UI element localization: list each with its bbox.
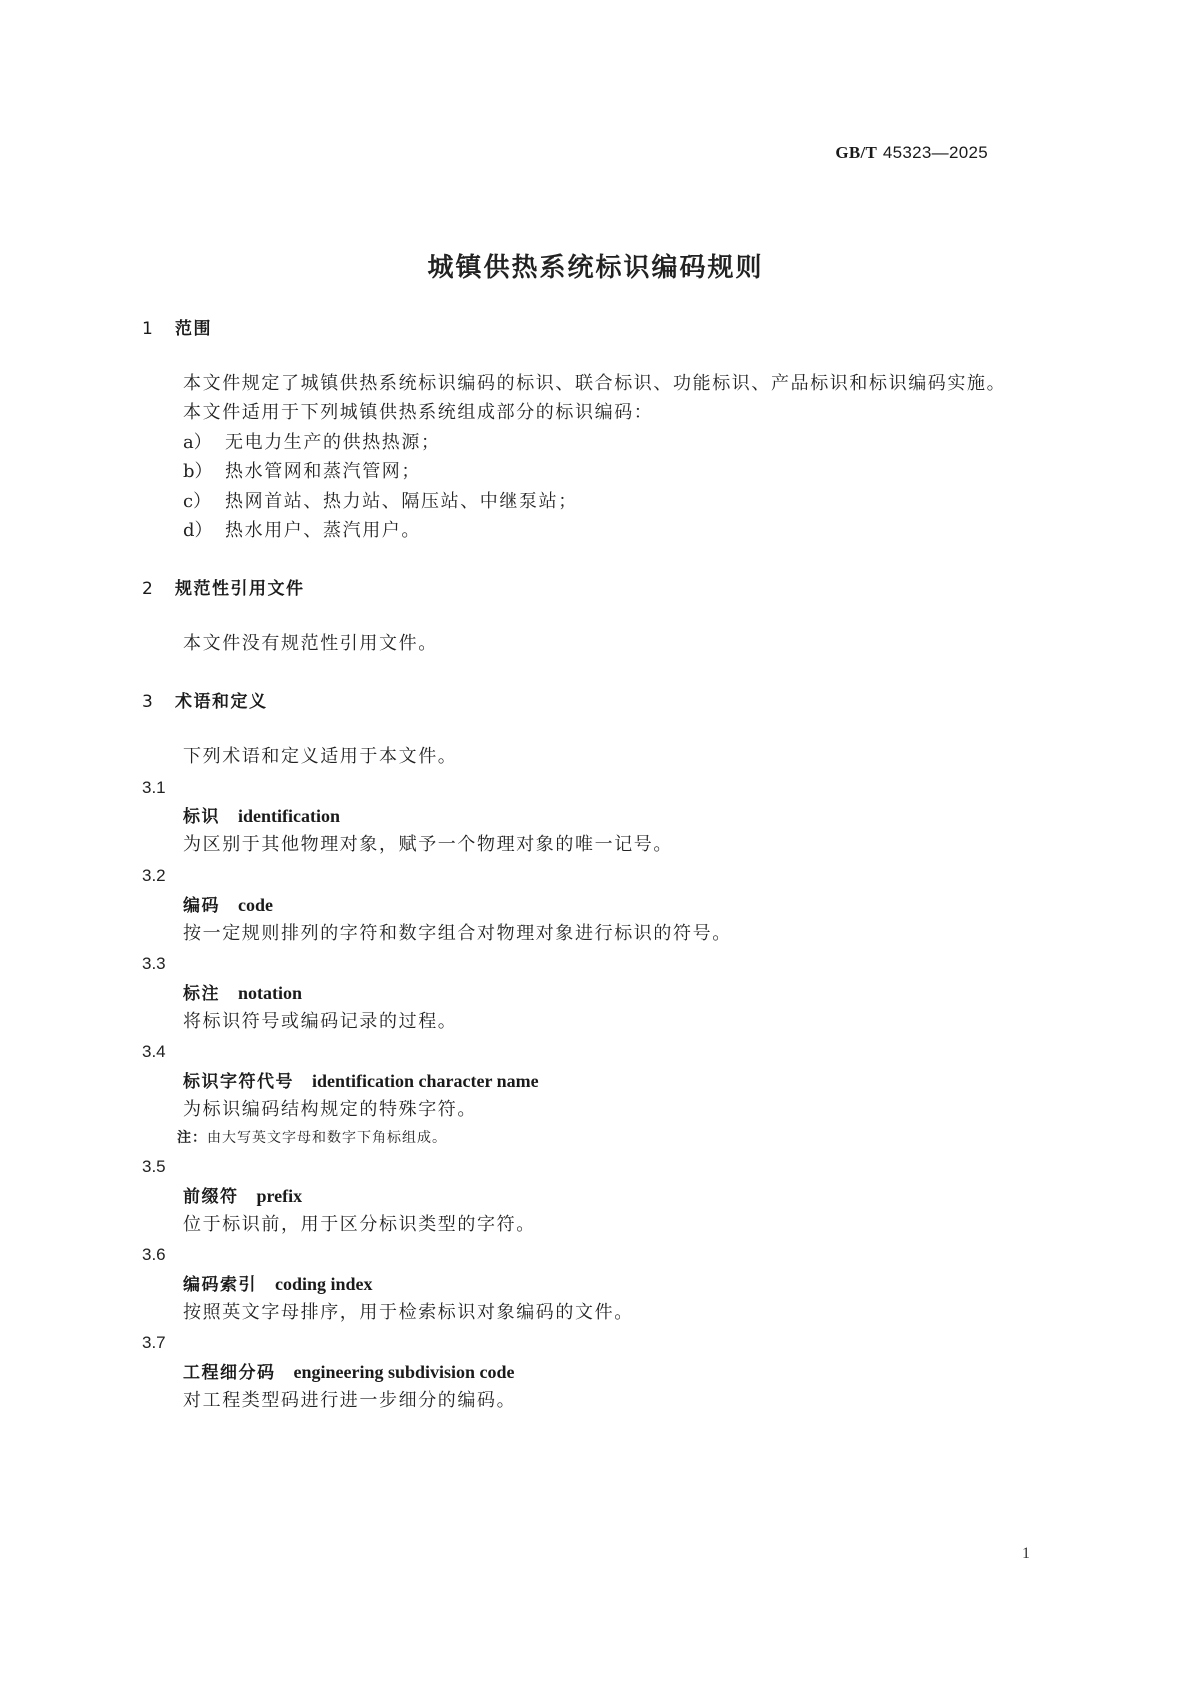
list-marker: b） [183,461,213,482]
section-title: 术语和定义 [175,692,268,712]
term-definition: 按照英文字母排序，用于检索标识对象编码的文件。 [183,1302,634,1323]
section-heading [142,694,268,711]
note-text: 由大写英文字母和数字下角标组成。 [207,1130,447,1146]
document-title: 城镇供热系统标识编码规则 [427,253,764,283]
term-number: 3.3 [142,954,166,973]
term-definition: 对工程类型码进行进一步细分的编码。 [183,1390,517,1411]
list-text: 热水用户、蒸汽用户。 [225,520,421,541]
list-item [183,493,578,511]
term-en: notation [238,983,303,1003]
list-marker: d） [183,520,213,541]
standard-prefix: GB/T [835,143,878,162]
list-text: 热水管网和蒸汽管网； [225,461,421,482]
paragraph: 本文件规定了城镇供热系统标识编码的标识、联合标识、功能标识、产品标识和标识编码实施。 [183,373,1007,394]
term-heading [183,1072,539,1091]
section-title: 范围 [175,319,212,339]
page-number: 1 [1022,1545,1030,1562]
section-heading [142,321,212,338]
paragraph: 本文件没有规范性引用文件。 [183,633,438,654]
term-zh: 标识 [183,807,220,827]
term-number: 3.1 [142,778,166,797]
term-en: code [238,895,273,915]
standard-code [835,143,988,163]
list-marker: a） [183,432,212,453]
term-heading [183,896,273,915]
term-zh: 工程细分码 [183,1363,276,1383]
section-number: 2 [142,579,155,599]
term-zh: 编码索引 [183,1275,257,1295]
list-item [183,522,421,540]
note-label: 注： [177,1130,207,1146]
term-definition: 为标识编码结构规定的特殊字符。 [183,1099,477,1120]
paragraph: 下列术语和定义适用于本文件。 [183,746,458,767]
term-en: coding index [275,1274,373,1294]
term-zh: 标注 [183,984,220,1004]
term-definition: 为区别于其他物理对象，赋予一个物理对象的唯一记号。 [183,834,673,855]
term-number: 3.6 [142,1245,166,1264]
term-heading [183,1275,373,1294]
term-number: 3.4 [142,1042,166,1061]
section-title: 规范性引用文件 [175,579,305,599]
term-definition: 按一定规则排列的字符和数字组合对物理对象进行标识的符号。 [183,923,732,944]
note [177,1131,447,1145]
term-heading [183,807,340,826]
paragraph: 本文件适用于下列城镇供热系统组成部分的标识编码： [183,402,654,423]
section-heading [142,581,305,598]
term-zh: 前缀符 [183,1187,239,1207]
term-heading [183,1187,302,1206]
term-number: 3.5 [142,1157,166,1176]
term-number: 3.7 [142,1333,166,1352]
term-heading [183,984,302,1003]
standard-number: 45323—2025 [882,143,988,162]
section-number: 1 [142,319,155,339]
term-en: engineering subdivision code [293,1362,515,1382]
term-definition: 将标识符号或编码记录的过程。 [183,1011,458,1032]
term-zh: 标识字符代号 [183,1072,294,1092]
section-number: 3 [142,692,155,712]
list-text: 无电力生产的供热热源； [225,432,441,453]
list-marker: c） [183,491,212,512]
term-en: identification [238,806,340,826]
term-definition: 位于标识前，用于区分标识类型的字符。 [183,1214,536,1235]
list-item [183,434,441,452]
term-en: identification character name [312,1071,539,1091]
term-en: prefix [256,1186,303,1206]
term-zh: 编码 [183,896,220,916]
list-text: 热网首站、热力站、隔压站、中继泵站； [225,491,578,512]
term-number: 3.2 [142,866,166,885]
list-item [183,463,421,481]
term-heading [183,1363,515,1382]
